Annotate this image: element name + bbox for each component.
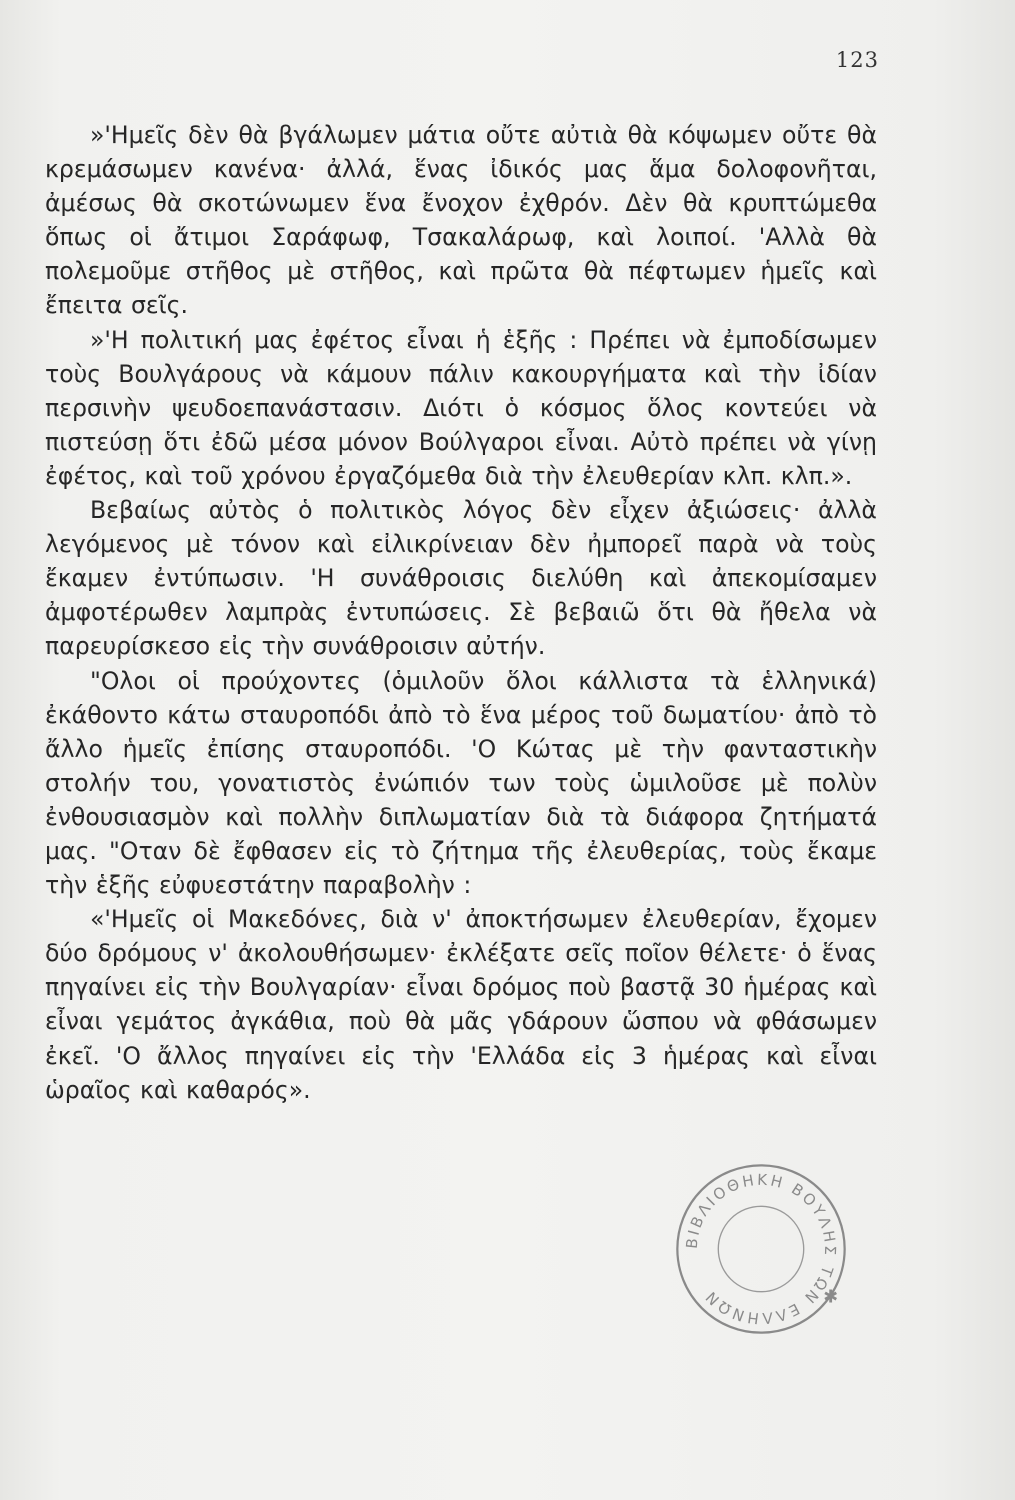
stamp-outer-ring (677, 1165, 844, 1332)
library-stamp (672, 1160, 850, 1338)
paragraph-1: »'Ημεῖς δὲν θὰ βγάλωμεν μάτια οὔτε αὐτιὰ θὰ κόψωμεν οὔτε θὰ κρεμάσωμεν κανένα· ἀλλά, ἕνας ἰδικός μας ἅμα δολοφονῆται, ἀμέσως θὰ σκοτώνωμεν ἕνα ἔνοχον ἐχθρόν. Δὲν θὰ κρυπτώμεθα ὅπως οἱ ἄτιμοι Σαράφωφ, Τσακαλάρωφ, καὶ λοιποί. 'Αλλὰ θὰ πολεμοῦμε στῆθος μὲ στῆθος, καὶ πρῶτα θὰ πέφτωμεν ἡμεῖς καὶ ἔπειτα σεῖς. (45, 121, 877, 320)
paragraph-4: "Ολοι οἱ προύχοντες (ὁμιλοῦν ὅλοι κάλλιστα τὰ ἑλληνικά) ἐκάθοντο κάτω σταυροπόδι ἀπὸ τὸ ἕνα μέρος τοῦ δωματίου· ἀπὸ τὸ ἄλλο ἡμεῖς ἐπίσης σταυροπόδι. 'Ο Κώτας μὲ τὴν φανταστικὴν στολήν του, γονατιστὸς ἐνώπιόν των τοὺς ὡμιλοῦσε μὲ πολὺν ἐνθουσιασμὸν καὶ πολλὴν διπλωματίαν διὰ τὰ διάφορα ζητήματά μας. "Οταν δὲ ἔφθασεν εἰς τὸ ζήτημα τῆς ἐλευθερίας, τοὺς ἔκαμε τὴν ἑξῆς εὐφυεστάτην παραβολὴν : (45, 666, 877, 900)
paragraph-2: »'Η πολιτική μας ἐφέτος εἶναι ἡ ἑξῆς : Πρέπει νὰ ἐμποδίσωμεν τοὺς Βουλγάρους νὰ κάμουν πάλιν κακουργήματα καὶ τὴν ἰδίαν περσινὴν ψευδοεπανάστασιν. Διότι ὁ κόσμος ὅλος κοντεύει νὰ πιστεύσῃ ὅτι ἐδῶ μέσα μόνον Βούλγαροι εἶναι. Αὐτὸ πρέπει νὰ γίνῃ ἐφέτος, καὶ τοῦ χρόνου ἐργαζόμεθα διὰ τὴν ἐλευθερίαν κλπ. κλπ.». (45, 325, 877, 490)
stamp-text: ΒΙΒΛΙΟΘΗΚΗ ΒΟΥΛΗΣ ΤΩΝ ΕΛΛΗΝΩΝ (682, 1170, 840, 1328)
stamp-star-icon: ✱ (823, 1286, 839, 1308)
paragraph-5: «'Ημεῖς οἱ Μακεδόνες, διὰ ν' ἀποκτήσωμεν ἐλευθερίαν, ἔχομεν δύο δρόμους ν' ἀκολουθήσωμεν· ἐκλέξατε σεῖς ποῖον θέλετε· ὁ ἕνας πηγαίνει εἰς τὴν Βουλγαρίαν· εἶναι δρόμος ποὺ βαστᾷ 30 ἡμέρας καὶ εἶναι γεμάτος ἀγκάθια, ποὺ θὰ μᾶς γδάρουν ὥσπου νὰ φθάσωμεν ἐκεῖ. 'Ο ἄλλος πηγαίνει εἰς τὴν 'Ελλάδα εἰς 3 ἡμέρας καὶ εἶναι ὡραῖος καὶ καθαρός». (45, 905, 877, 1104)
stamp-inner-ring (718, 1206, 803, 1291)
paragraph-3: Βεβαίως αὐτὸς ὁ πολιτικὸς λόγος δὲν εἶχεν ἀξιώσεις· ἀλλὰ λεγόμενος μὲ τόνον καὶ εἰλικρίνειαν δὲν ἠμπορεῖ παρὰ νὰ τοὺς ἔκαμεν ἐντύπωσιν. 'Η συνάθροισις διελύθη καὶ ἀπεκομίσαμεν ἀμφοτέρωθεν λαμπρὰς ἐντυπώσεις. Σὲ βεβαιῶ ὅτι θὰ ἤθελα νὰ παρευρίσκεσο εἰς τὴν συνάθροισιν αὐτήν. (45, 496, 877, 661)
page-number: 123 (835, 48, 879, 72)
body-text (45, 118, 877, 1107)
